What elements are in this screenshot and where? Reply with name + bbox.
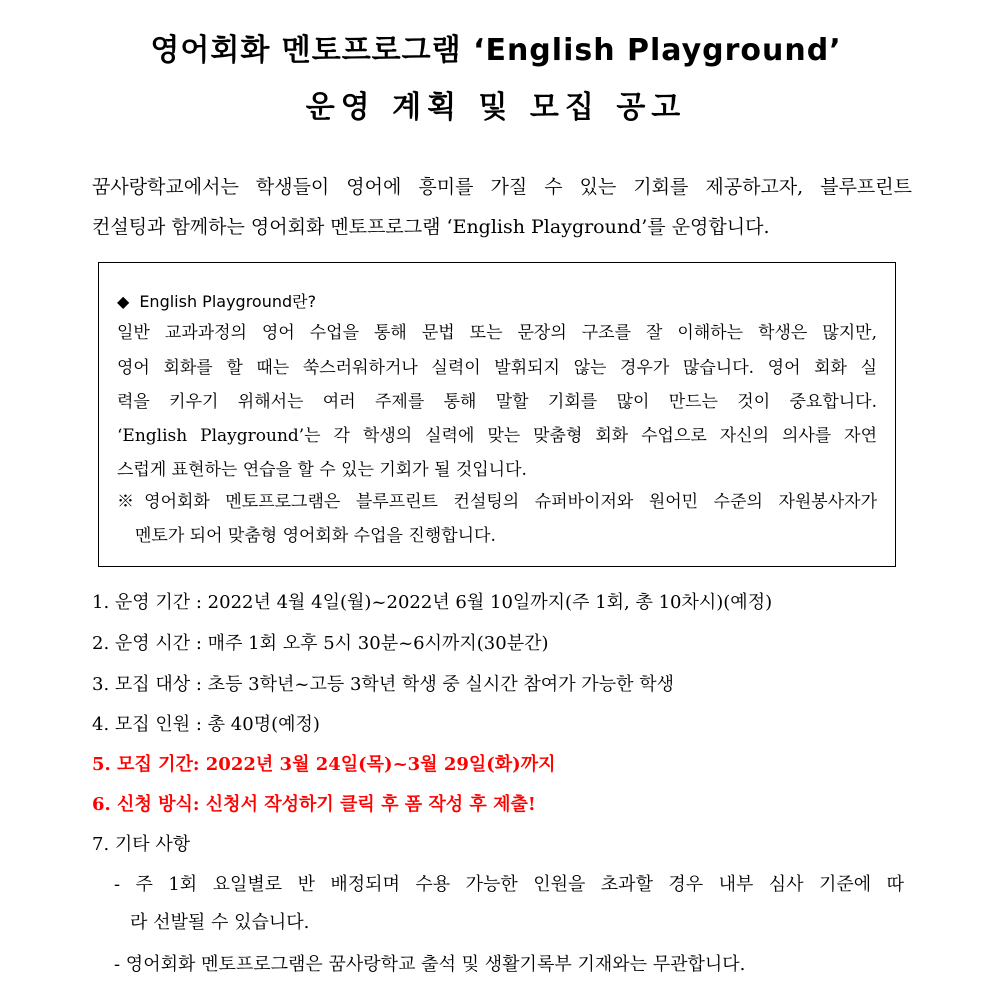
page-title: 영어회화 멘토프로그램 ‘English Playground’ — [150, 33, 842, 68]
info-box-line: 영어 회화를 할 때는 쑥스러워하거나 실력이 발휘되지 않는 경우가 많습니다. 영어 회화 실 — [117, 358, 877, 378]
info-box-line: 력을 키우기 위해서는 여러 주제를 통해 말할 기회를 많이 만드는 것이 중요합니다. — [117, 392, 877, 412]
info-box — [98, 262, 896, 567]
item-operation-time: 2. 운영 시간 : 매주 1회 오후 5시 30분~6시까지(30분간) — [92, 633, 549, 654]
info-box-line: 일반 교과과정의 영어 수업을 통해 문법 또는 문장의 구조를 잘 이해하는 학생은 많지만, — [117, 323, 877, 343]
info-box-note: ※영어회화 멘토프로그램은 블루프린트 컨설팅의 슈퍼바이저와 원어민 수준의 자원봉사자가 — [117, 492, 877, 512]
page-subtitle: 운영 계획 및 모집 공고 — [305, 90, 687, 125]
item-apply-method: 6. 신청 방식: 신청서 작성하기 클릭 후 폼 작성 후 제출! — [92, 794, 536, 815]
intro-line-1: 꿈사랑학교에서는 학생들이 영어에 흥미를 가질 수 있는 기회를 제공하고자, 블루프린트 — [92, 176, 912, 198]
note-line: - 주 1회 요일별로 반 배정되며 수용 가능한 인원을 초과할 경우 내부 심사 기준에 따 — [114, 874, 904, 895]
item-misc: 7. 기타 사항 — [92, 834, 191, 855]
note-line: - 영어회화 멘토프로그램은 꿈사랑학교 출석 및 생활기록부 기재와는 무관합니다. — [114, 954, 746, 975]
item-operation-period: 1. 운영 기간 : 2022년 4월 4일(월)~2022년 6월 10일까지(주 1회, 총 10차시)(예정) — [92, 592, 773, 613]
item-target: 3. 모집 대상 : 초등 3학년~고등 3학년 학생 중 실시간 참여가 가능한 학생 — [92, 674, 674, 695]
intro-line-2: 컨설팅과 함께하는 영어회화 멘토프로그램 ‘English Playground’를 운영합니다. — [92, 216, 770, 238]
diamond-bullet-icon: ◆ — [117, 292, 130, 311]
note-line-cont: 라 선발될 수 있습니다. — [130, 912, 310, 933]
info-box-heading-text: English Playground란? — [139, 292, 317, 311]
info-box-heading — [117, 285, 877, 319]
info-box-line: ‘English Playground’는 각 학생의 실력에 맞는 맞춤형 회화 수업으로 자신의 의사를 자연 — [117, 426, 877, 446]
item-headcount: 4. 모집 인원 : 총 40명(예정) — [92, 714, 320, 735]
info-box-line: 스럽게 표현하는 연습을 할 수 있는 기회가 될 것입니다. — [117, 460, 527, 480]
info-box-note-cont: 멘토가 되어 맞춤형 영어회화 수업을 진행합니다. — [135, 526, 496, 546]
item-recruit-period: 5. 모집 기간: 2022년 3월 24일(목)~3월 29일(화)까지 — [92, 754, 556, 775]
